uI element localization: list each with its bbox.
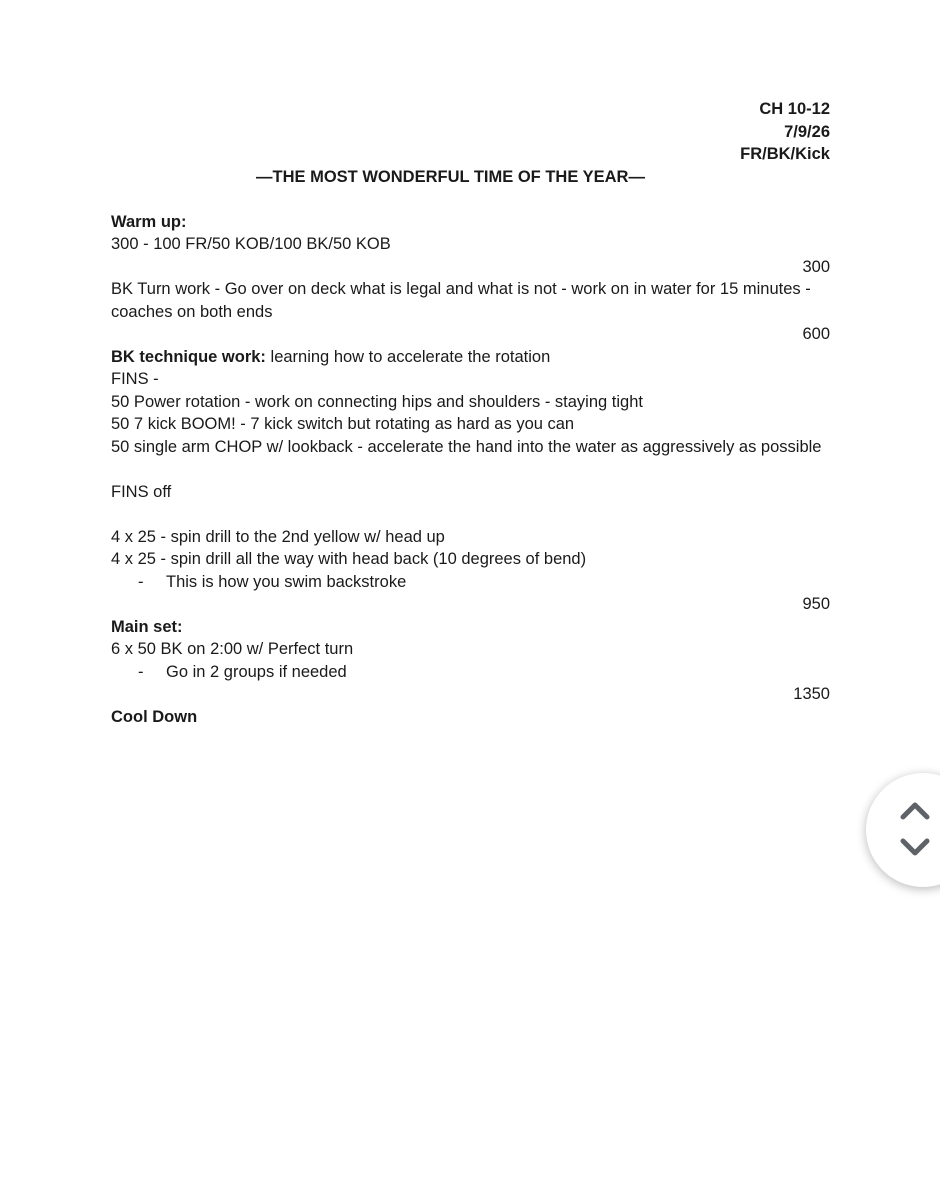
main-set-note — [111, 661, 830, 684]
main-set-text: 6 x 50 BK on 2:00 w/ Perfect turn — [111, 640, 354, 658]
chevron-up-icon — [900, 799, 930, 823]
chevron-down-icon — [900, 835, 930, 859]
technique-note — [111, 571, 830, 594]
drill-single-arm: 50 single arm CHOP w/ lookback - accelerate the hand into the water as aggressively as possible — [111, 437, 822, 456]
warmup-heading: Warm up: — [111, 212, 187, 231]
spin-drill-1: 4 x 25 - spin drill to the 2nd yellow w/ head up — [111, 527, 445, 546]
technique-subtitle: learning how to accelerate the rotation — [265, 347, 551, 366]
fins-on: FINS - — [111, 370, 159, 388]
scroll-down-button[interactable] — [900, 835, 930, 859]
drill-power-rotation: 50 Power rotation - work on connecting hips and shoulders - staying tight — [111, 392, 643, 411]
date-label: 7/9/26 — [784, 122, 830, 141]
main-set-note-text: Go in 2 groups if needed — [166, 662, 347, 681]
warmup-text: 300 - 100 FR/50 KOB/100 BK/50 KOB — [111, 235, 391, 253]
turn-work-total: 600 — [802, 325, 830, 343]
fins-off: FINS off — [111, 482, 172, 501]
warmup-total: 300 — [802, 257, 830, 276]
focus-label: FR/BK/Kick — [740, 145, 830, 163]
technique-line — [111, 346, 830, 369]
scroll-widget — [866, 773, 940, 887]
turn-work-text: BK Turn work - Go over on deck what is legal and what is not - work on in water for 15 minutes - coaches on both ends — [111, 280, 811, 321]
document-title: —THE MOST WONDERFUL TIME OF THE YEAR— — [256, 167, 645, 186]
bullet-dash: - — [138, 662, 144, 681]
document-page — [111, 98, 830, 728]
cooldown-heading: Cool Down — [111, 707, 198, 726]
main-set-heading: Main set: — [111, 617, 183, 636]
drill-7-kick: 50 7 kick BOOM! - 7 kick switch but rotating as hard as you can — [111, 415, 575, 433]
technique-heading: BK technique work: — [111, 347, 266, 366]
document-header — [111, 98, 830, 166]
main-set-total: 1350 — [793, 685, 830, 703]
group-label: CH 10-12 — [759, 100, 830, 118]
technique-total: 950 — [802, 595, 830, 613]
scroll-up-button[interactable] — [900, 799, 930, 823]
spin-drill-2: 4 x 25 - spin drill all the way with head back (10 degrees of bend) — [111, 550, 587, 568]
bullet-dash: - — [138, 572, 144, 591]
technique-note-text: This is how you swim backstroke — [166, 572, 407, 591]
